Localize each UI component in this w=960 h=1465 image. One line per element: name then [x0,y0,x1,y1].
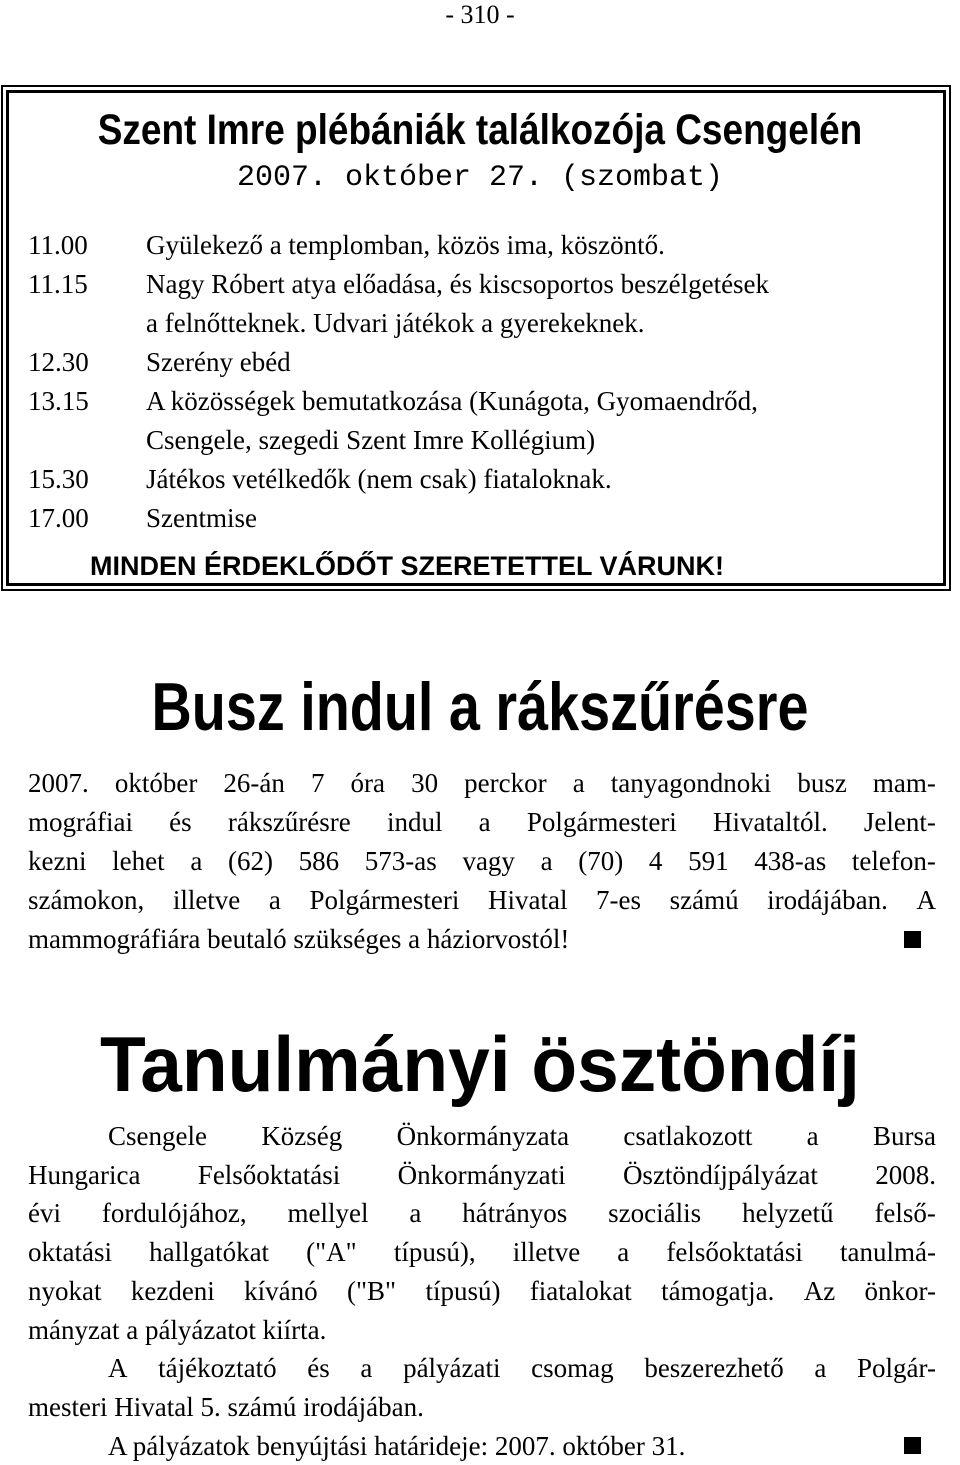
line-text: 2007. október 26-án 7 óra 30 perckor a tanyagondnoki busz mam- [28,768,936,798]
schedule-item [28,499,948,538]
schedule-text [146,460,948,499]
schedule-text [146,499,948,538]
text-line [28,1272,936,1311]
line-text: oktatási hallgatókat ("A" típusú), illetve a felsőoktatási tanulmá- [28,1237,936,1268]
text-line [28,1388,936,1427]
line-text: Hungarica Felsőoktatási Önkormányzati Ösztöndíjpályázat 2008. [28,1159,936,1190]
page-number: - 310 - [445,0,515,29]
schedule-time: 15.30 [28,464,89,494]
line-text: számokon, illetve a Polgármesteri Hivatal 7-es számú irodájában. A [28,885,936,915]
text-line [28,920,936,959]
schedule-time: 12.30 [28,347,89,377]
schedule-line: Játékos vetélkedők (nem csak) fiataloknak. [146,464,612,494]
schedule-line: Csengele, szegedi Szent Imre Kollégium) [146,425,596,455]
schedule-line: Szerény ebéd [146,347,291,377]
line-text: évi fordulójához, mellyel a hátrányos szociális helyzetű felső- [28,1198,936,1229]
text-line [28,1117,936,1156]
schedule-text [146,382,948,460]
schedule-line: Nagy Róbert atya előadása, és kiscsoportos beszélgetések [146,269,770,299]
text-line [28,1311,936,1350]
text-line [28,764,936,803]
line-text: nyokat kezdeni kívánó ("B" típusú) fiatalokat támogatja. Az önkor- [28,1275,936,1306]
bus-title: Busz indul a rákszűrésre [151,669,809,745]
text-line [28,881,936,920]
welcome-text: MINDEN ÉRDEKLŐDŐT SZERETETTEL VÁRUNK! [90,551,725,581]
bus-paragraph [28,764,936,959]
text-line [28,1349,936,1388]
line-text: A tájékoztató és a pályázati csomag beszerezhető a Polgár- [108,1353,936,1384]
schedule-time: 11.15 [28,269,88,299]
end-of-article-mark [904,1437,921,1454]
schedule-time: 17.00 [28,503,89,533]
schedule-text [146,226,948,265]
schedule [28,226,948,538]
end-of-article-mark [904,931,921,948]
text-line [28,1156,936,1195]
scholarship-title: Tanulmányi ösztöndíj [100,1020,860,1108]
schedule-item [28,265,948,343]
scholarship-text [28,1117,936,1465]
schedule-item [28,460,948,499]
line-text: mányzat a pályázatot kiírta. [28,1314,327,1345]
text-line [28,1233,936,1272]
text-line [28,1427,936,1465]
schedule-line: A közösségek bemutatkozása (Kunágota, Gyomaendrőd, [146,386,758,416]
text-line [28,803,936,842]
line-text: mammográfiára beutaló szükséges a háziorvostól! [28,924,570,954]
schedule-item [28,382,948,460]
line-text: A pályázatok benyújtási határideje: 2007. október 31. [108,1430,686,1461]
line-text: mesteri Hivatal 5. számú irodájában. [28,1391,424,1422]
schedule-text [146,265,948,343]
schedule-text [146,343,948,382]
text-line [28,842,936,881]
schedule-item [28,226,948,265]
schedule-time: 11.00 [28,230,88,260]
schedule-line: Gyülekező a templomban, közös ima, köszöntő. [146,230,665,260]
schedule-item [28,343,948,382]
text-line [28,1194,936,1233]
event-date: 2007. október 27. (szombat) [236,161,724,195]
line-text: Csengele Község Önkormányzata csatlakozott a Bursa [108,1121,936,1151]
schedule-time: 13.15 [28,386,89,416]
schedule-line: Szentmise [146,503,257,533]
event-title: Szent Imre plébániák találkozója Csengelén [97,106,863,154]
line-text: mográfiai és rákszűrésre indul a Polgármesteri Hivataltól. Jelent- [28,807,936,837]
schedule-line: a felnőtteknek. Udvari játékok a gyerekeknek. [146,308,645,338]
line-text: kezni lehet a (62) 586 573-as vagy a (70) 4 591 438-as telefon- [28,846,936,876]
